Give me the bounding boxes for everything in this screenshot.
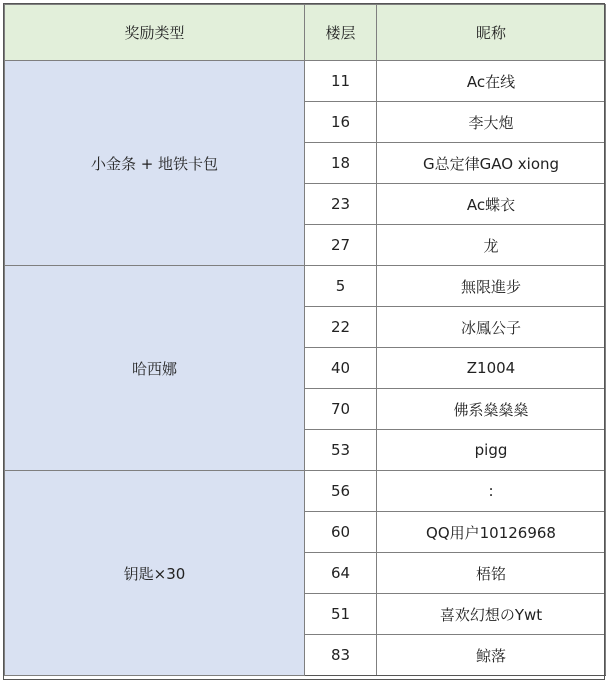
nickname-cell: 喜欢幻想のYwt [377,594,606,635]
header-reward-type: 奖励类型 [5,5,305,61]
nickname-cell: 無限進步 [377,266,606,307]
nickname-cell: 鲸落 [377,635,606,676]
nickname-cell: 李大炮 [377,102,606,143]
table-row [5,61,606,102]
nickname-cell: 龙 [377,225,606,266]
reward-winners-table [4,4,606,676]
table-row [5,471,606,512]
nickname-cell: Ac蝶衣 [377,184,606,225]
reward-type-cell: 哈西娜 [5,266,305,471]
nickname-cell: 梧铭 [377,553,606,594]
nickname-cell: G总定律GAO xiong [377,143,606,184]
floor-cell: 60 [305,512,377,553]
floor-cell: 23 [305,184,377,225]
floor-cell: 11 [305,61,377,102]
floor-cell: 70 [305,389,377,430]
floor-cell: 27 [305,225,377,266]
floor-cell: 18 [305,143,377,184]
reward-type-cell: 小金条 + 地铁卡包 [5,61,305,266]
floor-cell: 5 [305,266,377,307]
nickname-cell: QQ用户10126968 [377,512,606,553]
floor-cell: 40 [305,348,377,389]
reward-type-cell: 钥匙×30 [5,471,305,676]
header-nickname: 昵称 [377,5,606,61]
floor-cell: 56 [305,471,377,512]
nickname-cell: 佛系燊燊燊 [377,389,606,430]
nickname-cell: Ac在线 [377,61,606,102]
nickname-cell: pigg [377,430,606,471]
floor-cell: 64 [305,553,377,594]
floor-cell: 16 [305,102,377,143]
floor-cell: 53 [305,430,377,471]
floor-cell: 51 [305,594,377,635]
table-row [5,266,606,307]
header-row [5,5,606,61]
nickname-cell: : [377,471,606,512]
nickname-cell: Z1004 [377,348,606,389]
header-floor: 楼层 [305,5,377,61]
floor-cell: 83 [305,635,377,676]
floor-cell: 22 [305,307,377,348]
nickname-cell: 冰鳳公子 [377,307,606,348]
